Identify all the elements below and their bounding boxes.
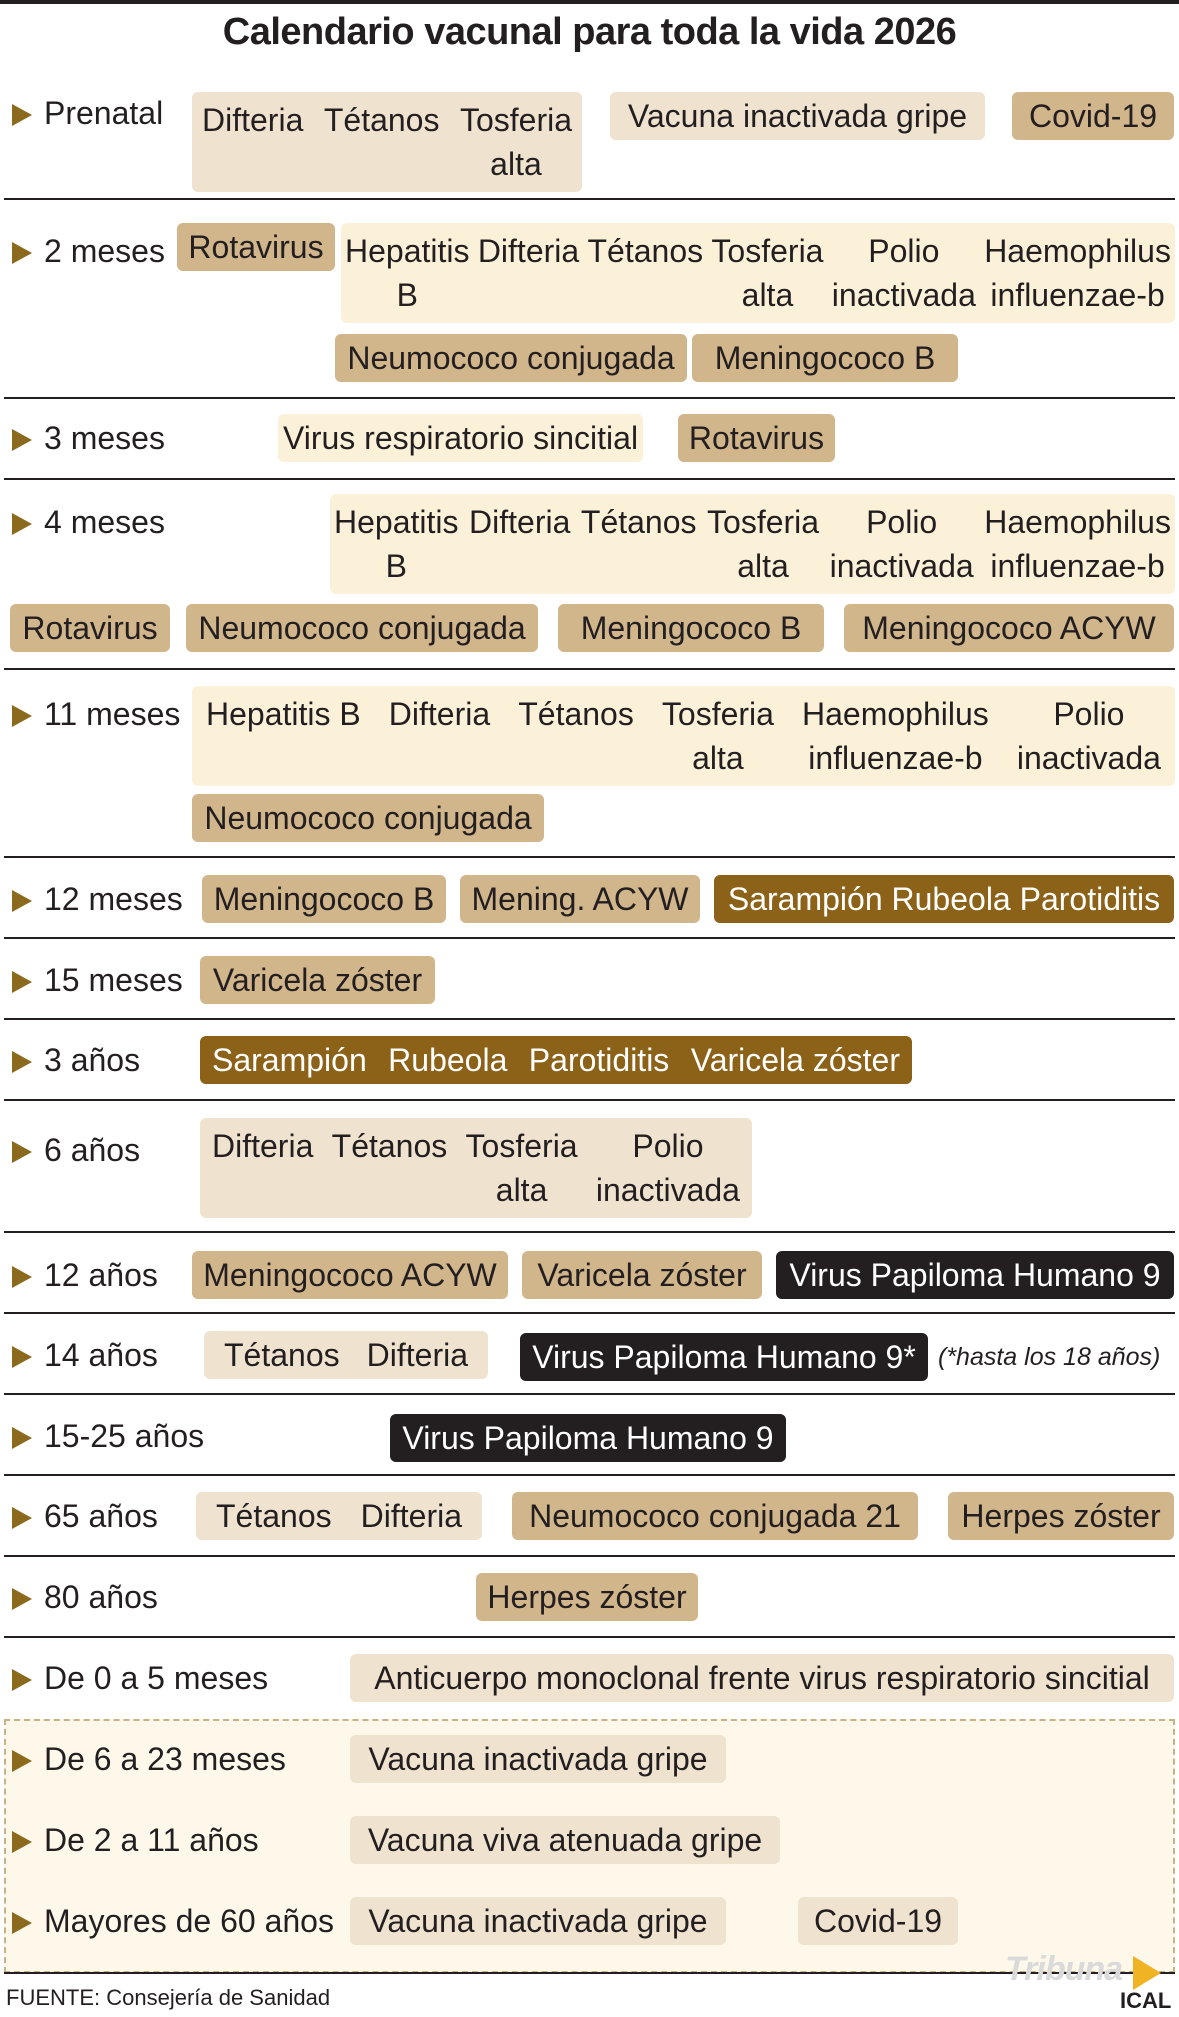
row-label-80-anos: 80 años xyxy=(12,1577,158,1617)
row-label-6-23-meses: De 6 a 23 meses xyxy=(12,1739,286,1779)
age-note: (*hasta los 18 años) xyxy=(938,1343,1161,1371)
vaccine-name: Tosferia alta xyxy=(465,1128,578,1208)
triangle-bullet-icon xyxy=(12,971,32,993)
triangle-bullet-icon xyxy=(12,1750,32,1772)
vaccine-name: Difteria xyxy=(477,233,580,269)
vaccine-chip: Covid-19 xyxy=(1012,92,1174,140)
row-label-15-meses: 15 meses xyxy=(12,960,183,1000)
row-label-12-meses: 12 meses xyxy=(12,879,183,919)
vaccine-name: Hepatitis B xyxy=(334,504,459,584)
vaccine-chip: Virus Papiloma Humano 9* xyxy=(520,1333,928,1381)
vaccine-group-14-anos xyxy=(204,1331,488,1379)
vaccine-name: Tétanos xyxy=(518,696,634,732)
vaccine-chip: Neumococo conjugada 21 xyxy=(512,1492,918,1540)
vaccine-name: Rubeola xyxy=(388,1042,508,1078)
vaccine-chip: Meningococo ACYW xyxy=(192,1251,508,1299)
vaccine-group-3-anos xyxy=(200,1036,912,1084)
vaccine-name: Difteria xyxy=(469,504,571,540)
row-label-2-11-anos: De 2 a 11 años xyxy=(12,1820,259,1860)
vaccine-chip: Neumococo conjugada xyxy=(192,794,544,842)
vaccine-chip: Virus Papiloma Humano 9 xyxy=(390,1414,786,1462)
row-separator xyxy=(4,856,1175,858)
triangle-bullet-icon xyxy=(12,513,32,535)
vaccine-group-4-meses xyxy=(330,494,1175,594)
tribuna-ical-logo xyxy=(1005,1950,1175,2014)
vaccine-name: Varicela zóster xyxy=(690,1042,900,1078)
row-label-65-anos: 65 años xyxy=(12,1496,158,1536)
row-separator xyxy=(4,478,1175,480)
triangle-bullet-icon xyxy=(12,705,32,727)
triangle-bullet-icon xyxy=(12,1266,32,1288)
triangle-bullet-icon xyxy=(12,1346,32,1368)
vaccine-chip: Anticuerpo monoclonal frente virus respiratorio sincitial xyxy=(350,1654,1174,1702)
triangle-bullet-icon xyxy=(12,1588,32,1610)
vaccine-chip: Vacuna viva atenuada gripe xyxy=(350,1816,780,1864)
row-separator xyxy=(4,1018,1175,1020)
triangle-bullet-icon xyxy=(12,1507,32,1529)
row-label-3-meses: 3 meses xyxy=(12,418,165,458)
vaccine-chip: Meningococo B xyxy=(202,875,446,923)
logo-agency: ICAL xyxy=(1120,1988,1172,2013)
row-label-6-anos: 6 años xyxy=(12,1130,140,1170)
vaccine-chip: Meningococo ACYW xyxy=(844,604,1174,652)
vaccine-name: Haemophilus influenzae-b xyxy=(984,504,1171,584)
vaccine-chip: Vacuna inactivada gripe xyxy=(350,1735,726,1783)
logo-triangle-icon xyxy=(1133,1956,1161,1990)
vaccine-name: Polio inactivada xyxy=(1016,696,1161,776)
triangle-bullet-icon xyxy=(12,1051,32,1073)
vaccine-name: Tétanos xyxy=(331,1128,448,1164)
vaccine-chip: Rotavirus xyxy=(10,604,170,652)
row-label-2-meses: 2 meses xyxy=(12,231,165,271)
vaccine-name: Hepatitis B xyxy=(206,696,361,732)
vaccine-name: Tosferia alta xyxy=(661,696,774,776)
vaccine-chip: Herpes zóster xyxy=(948,1492,1174,1540)
triangle-bullet-icon xyxy=(12,1831,32,1853)
row-label-11-meses: 11 meses xyxy=(12,694,180,734)
vaccine-group-11-meses xyxy=(192,686,1175,786)
triangle-bullet-icon xyxy=(12,1912,32,1934)
vaccine-name: Parotiditis xyxy=(528,1042,670,1078)
row-separator xyxy=(4,1231,1175,1233)
vaccine-chip: Varicela zóster xyxy=(522,1251,762,1299)
vaccine-name: Tétanos xyxy=(323,102,440,138)
vaccine-chip: Meningococo B xyxy=(692,334,958,382)
vaccine-chip: Sarampión Rubeola Parotiditis xyxy=(714,875,1174,923)
vaccine-name: Difteria xyxy=(388,696,491,732)
row-separator xyxy=(4,1099,1175,1101)
vaccine-name: Sarampión xyxy=(212,1042,367,1078)
triangle-bullet-icon xyxy=(12,1669,32,1691)
vaccine-chip: Virus respiratorio sincitial xyxy=(278,414,643,462)
row-separator xyxy=(4,1474,1175,1476)
triangle-bullet-icon xyxy=(12,1427,32,1449)
vaccine-group-65-anos xyxy=(196,1492,482,1540)
vaccine-name: Tétanos xyxy=(587,233,704,269)
vaccine-group-prenatal xyxy=(192,92,582,192)
vaccine-chip: Rotavirus xyxy=(678,414,835,462)
vaccine-chip: Vacuna inactivada gripe xyxy=(350,1897,726,1945)
row-separator xyxy=(4,668,1175,670)
vaccine-group-6-anos xyxy=(200,1118,752,1218)
vaccine-name: Difteria xyxy=(366,1337,468,1373)
vaccine-chip: Meningococo B xyxy=(558,604,824,652)
vaccine-chip: Covid-19 xyxy=(798,1897,958,1945)
triangle-bullet-icon xyxy=(12,1141,32,1163)
row-label-12-anos: 12 años xyxy=(12,1255,158,1295)
row-label-mayores-60: Mayores de 60 años xyxy=(12,1901,334,1941)
vaccine-name: Tétanos xyxy=(224,1337,340,1373)
source-credit: FUENTE: Consejería de Sanidad xyxy=(6,1985,331,2010)
row-label-3-anos: 3 años xyxy=(12,1040,140,1080)
row-label-prenatal: Prenatal xyxy=(12,93,163,133)
triangle-bullet-icon xyxy=(12,104,32,126)
vaccine-name: Tosferia alta xyxy=(707,504,820,584)
vaccine-name: Difteria xyxy=(212,1128,314,1164)
vaccine-name: Tétanos xyxy=(580,504,697,540)
vaccine-chip: Rotavirus xyxy=(177,223,335,271)
row-separator xyxy=(4,1312,1175,1314)
row-separator xyxy=(4,1393,1175,1395)
row-label-0-5-meses: De 0 a 5 meses xyxy=(12,1658,268,1698)
row-label-4-meses: 4 meses xyxy=(12,502,165,542)
row-separator xyxy=(4,397,1175,399)
vaccine-name: Haemophilus influenzae-b xyxy=(802,696,989,776)
vaccine-name: Tétanos xyxy=(216,1498,332,1534)
vaccine-name: Difteria xyxy=(202,102,304,138)
row-label-14-anos: 14 años xyxy=(12,1335,158,1375)
triangle-bullet-icon xyxy=(12,242,32,264)
row-label-15-25-anos: 15-25 años xyxy=(12,1416,204,1456)
vaccine-chip: Vacuna inactivada gripe xyxy=(610,92,985,140)
vaccine-chip: Neumococo conjugada xyxy=(186,604,538,652)
row-separator xyxy=(4,937,1175,939)
vaccine-chip: Varicela zóster xyxy=(200,956,435,1004)
top-rule xyxy=(0,0,1179,4)
row-separator xyxy=(4,198,1175,200)
vaccine-name: Polio inactivada xyxy=(831,233,976,313)
vaccine-name: Hepatitis B xyxy=(345,233,470,313)
vaccine-name: Polio inactivada xyxy=(829,504,974,584)
row-separator xyxy=(4,1555,1175,1557)
page-title: Calendario vacunal para toda la vida 2026 xyxy=(222,11,957,53)
vaccine-name: Tosferia alta xyxy=(711,233,824,313)
vaccine-chip: Neumococo conjugada xyxy=(335,334,687,382)
vaccine-chip: Mening. ACYW xyxy=(460,875,700,923)
triangle-bullet-icon xyxy=(12,890,32,912)
logo-brand: Tribuna xyxy=(1005,1950,1123,1988)
vaccine-name: Tosferia alta xyxy=(459,102,572,182)
vaccine-name: Haemophilus influenzae-b xyxy=(984,233,1171,313)
row-separator xyxy=(4,1636,1175,1638)
vaccine-group-2-meses xyxy=(341,223,1175,323)
vaccine-name: Polio inactivada xyxy=(595,1128,740,1208)
vaccine-chip: Herpes zóster xyxy=(476,1573,698,1621)
triangle-bullet-icon xyxy=(12,429,32,451)
vaccine-chip: Virus Papiloma Humano 9 xyxy=(776,1251,1174,1299)
bottom-rule xyxy=(4,1972,1175,1974)
vaccine-name: Difteria xyxy=(360,1498,462,1534)
